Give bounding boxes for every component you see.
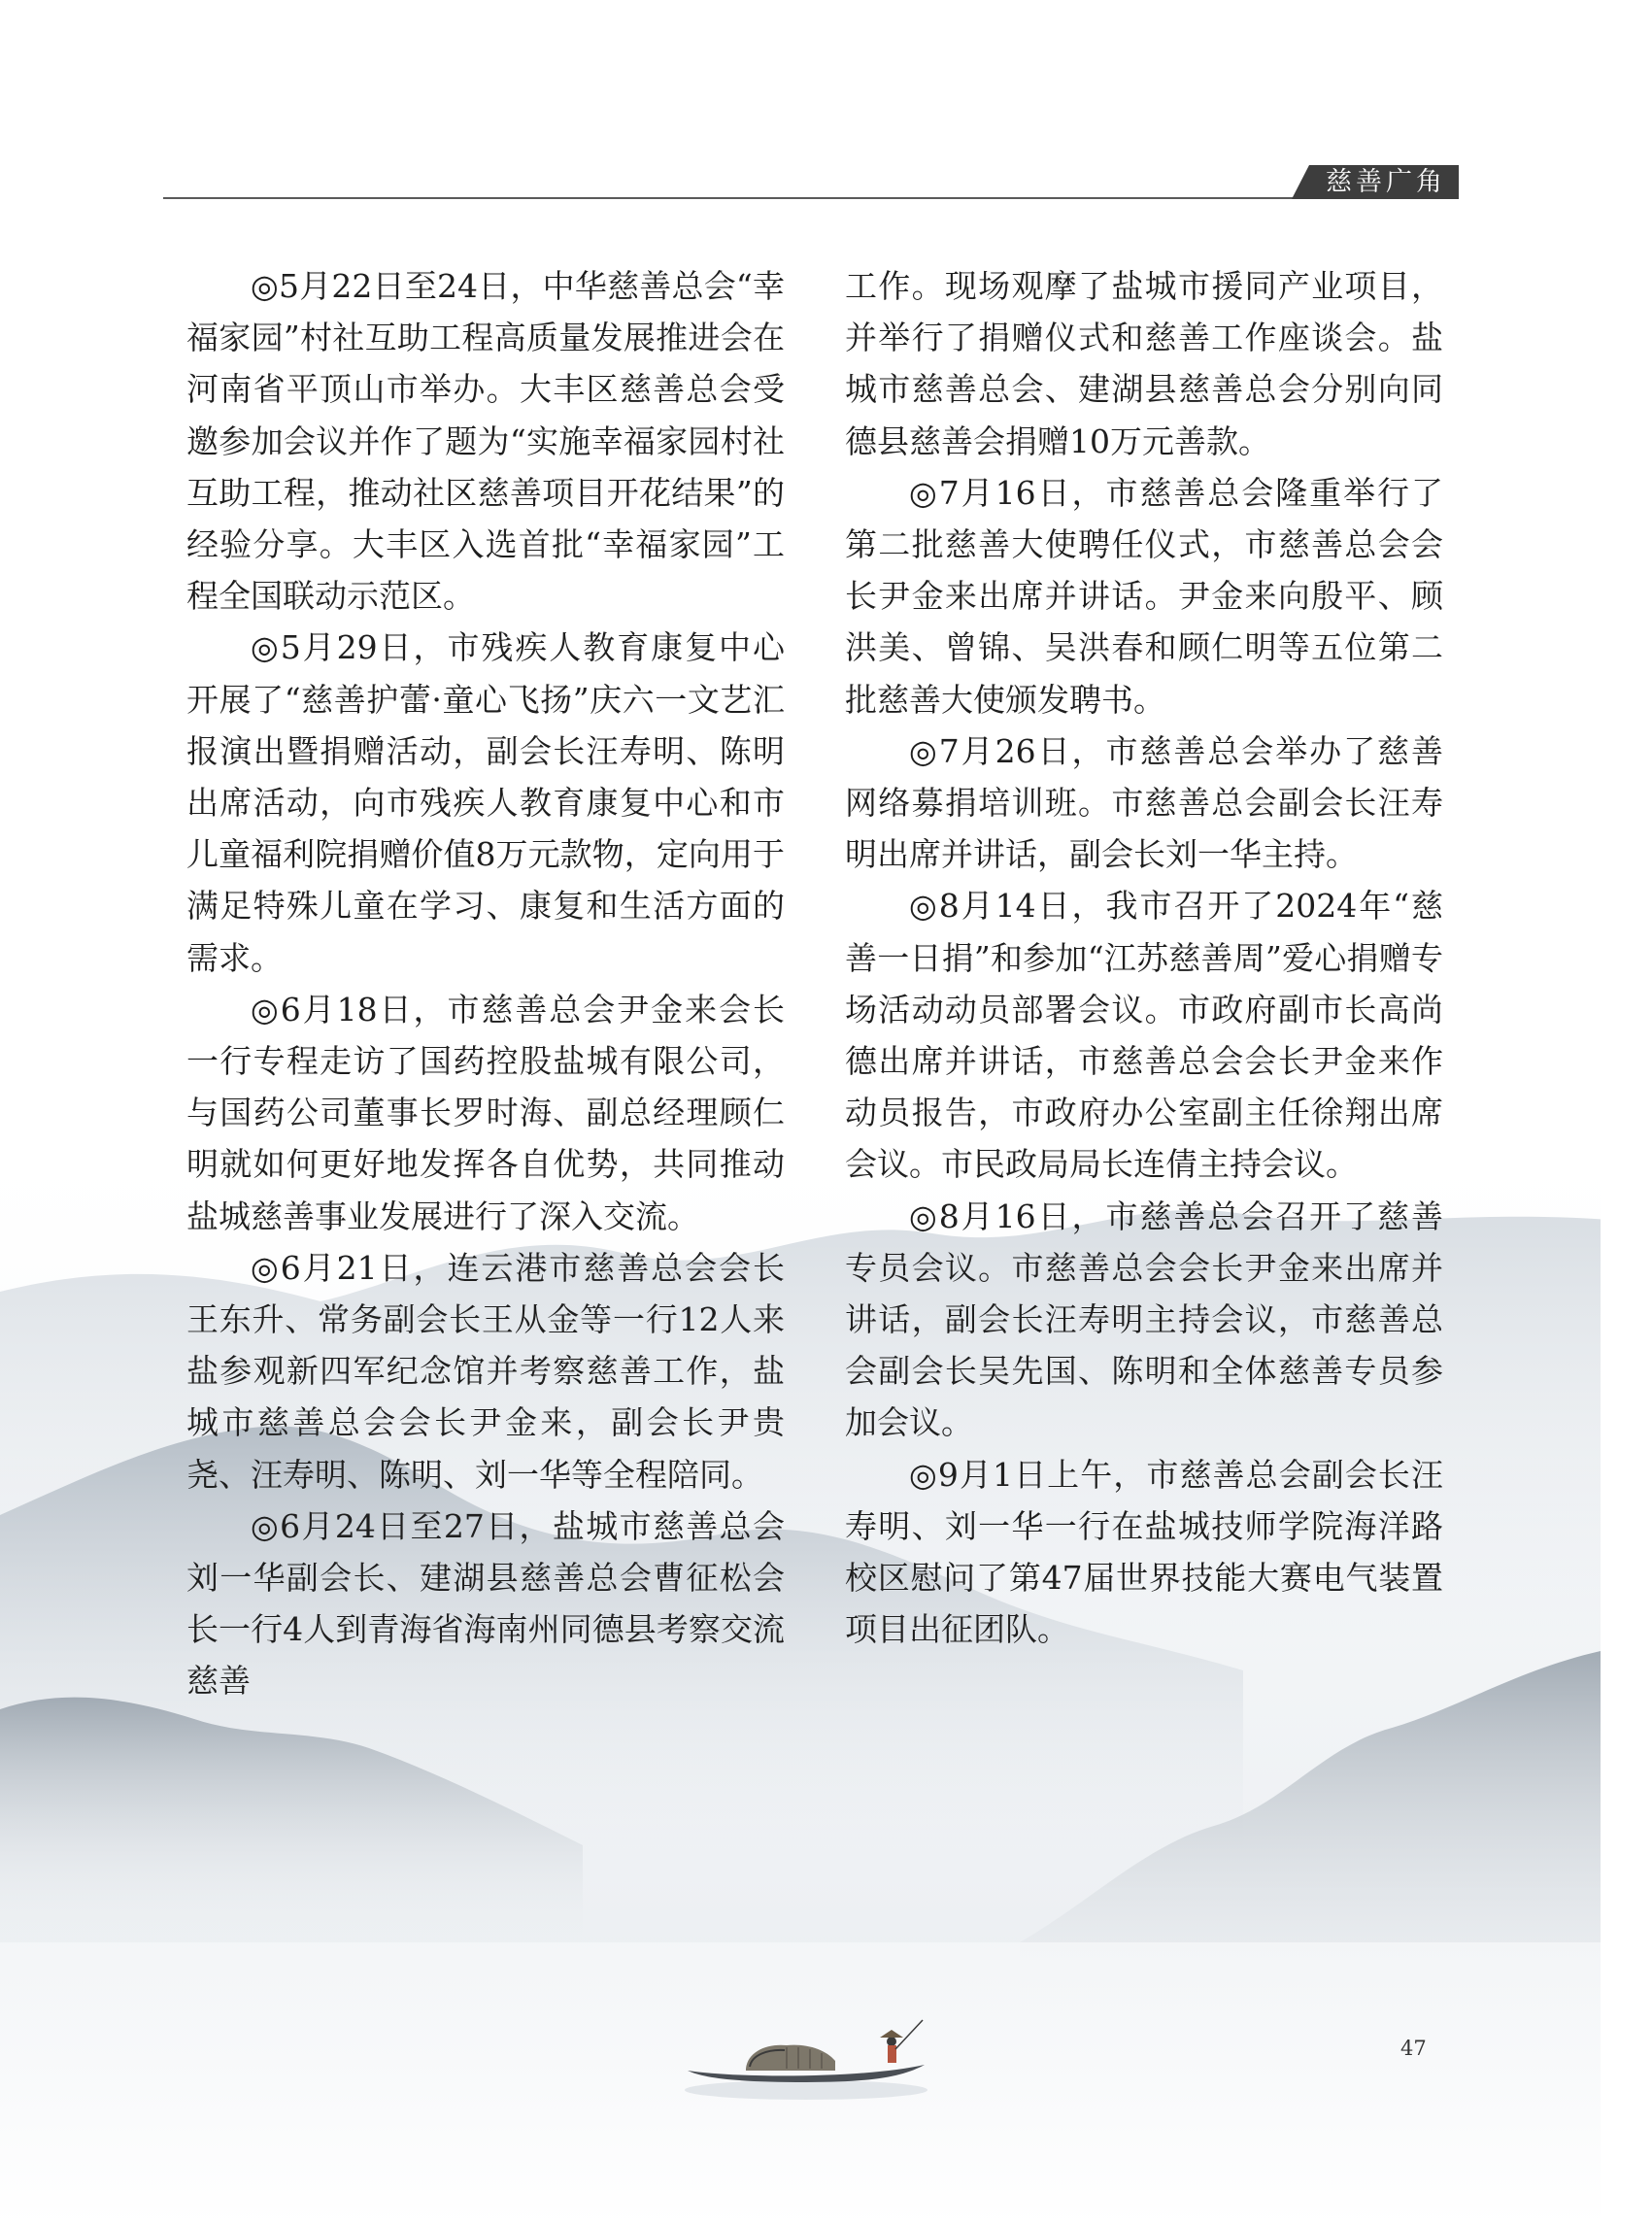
news-item: ◎6月21日，连云港市慈善总会会长王东升、常务副会长王从金等一行12人来盐参观新四军纪念馆并考察慈善工作，盐城市慈善总会会长尹金来，副会长尹贵尧、汪寿明、陈明、刘一华等全程陪同。 [186,1248,785,1494]
news-item: ◎6月18日，市慈善总会尹金来会长一行专程走访了国药控股盐城有限公司，与国药公司董事长罗时海、副总经理顾仁明就如何更好地发挥各自优势，共同推动盐城慈善事业发展进行了深入交流。 [186,990,785,1235]
news-item: ◎9月1日上午，市慈善总会副会长汪寿明、刘一华一行在盐城技师学院海洋路校区慰问了第47届世界技能大赛电气装置项目出征团队。 [845,1455,1443,1649]
page-margin-strip [1601,0,1652,2225]
news-item: ◎5月29日，市残疾人教育康复中心开展了“慈善护蕾·童心飞扬”庆六一文艺汇报演出暨捐赠活动，副会长汪寿明、陈明出席活动，向市残疾人教育康复中心和市儿童福利院捐赠价值8万元款物，定向用于满足特殊儿童在学习、康复和生活方面的需求。 [186,628,785,977]
news-item: ◎6月24日至27日，盐城市慈善总会刘一华副会长、建湖县慈善总会曹征松会长一行4人到青海省海南州同德县考察交流慈善 [186,1506,785,1701]
fishing-boat-illustration [680,2010,932,2117]
news-item-continued: 工作。现场观摩了盐城市援同产业项目，并举行了捐赠仪式和慈善工作座谈会。盐城市慈善总会、建湖县慈善总会分别向同德县慈善会捐赠10万元善款。 [845,267,1443,460]
right-column [845,260,1443,1655]
news-item: ◎8月16日，市慈善总会召开了慈善专员会议。市慈善总会会长尹金来出席并讲话，副会长汪寿明主持会议，市慈善总会副会长吴先国、陈明和全体慈善专员参加会议。 [845,1197,1443,1442]
news-item: ◎8月14日，我市召开了2024年“慈善一日捐”和参加“江苏慈善周”爱心捐赠专场活动动员部署会议。市政府副市长高尚德出席并讲话，市慈善总会会长尹金来作动员报告，市政府办公室副主任徐翔出席会议。市民政局局长连倩主持会议。 [845,887,1443,1184]
left-column [186,260,785,1707]
section-title: 慈善广角 [1326,167,1446,197]
news-item: ◎5月22日至24日，中华慈善总会“幸福家园”村社互助工程高质量发展推进会在河南省平顶山市举办。大丰区慈善总会受邀参加会议并作了题为“实施幸福家园村社互助工程，推动社区慈善项目开花结果”的经验分享。大丰区入选首批“幸福家园”工程全国联动示范区。 [186,267,785,616]
fisherman [887,2037,896,2046]
header-rule [163,197,1459,199]
section-tag [1292,165,1459,199]
news-item: ◎7月16日，市慈善总会隆重举行了第二批慈善大使聘任仪式，市慈善总会会长尹金来出席并讲话。尹金来向殷平、顾洪美、曾锦、吴洪春和顾仁明等五位第二批慈善大使颁发聘书。 [845,473,1443,719]
page-number: 47 [1400,2037,1427,2060]
news-item: ◎7月26日，市慈善总会举办了慈善网络募捐培训班。市慈善总会副会长汪寿明出席并讲话，副会长刘一华主持。 [845,731,1443,874]
boat-reflection [685,2080,927,2100]
